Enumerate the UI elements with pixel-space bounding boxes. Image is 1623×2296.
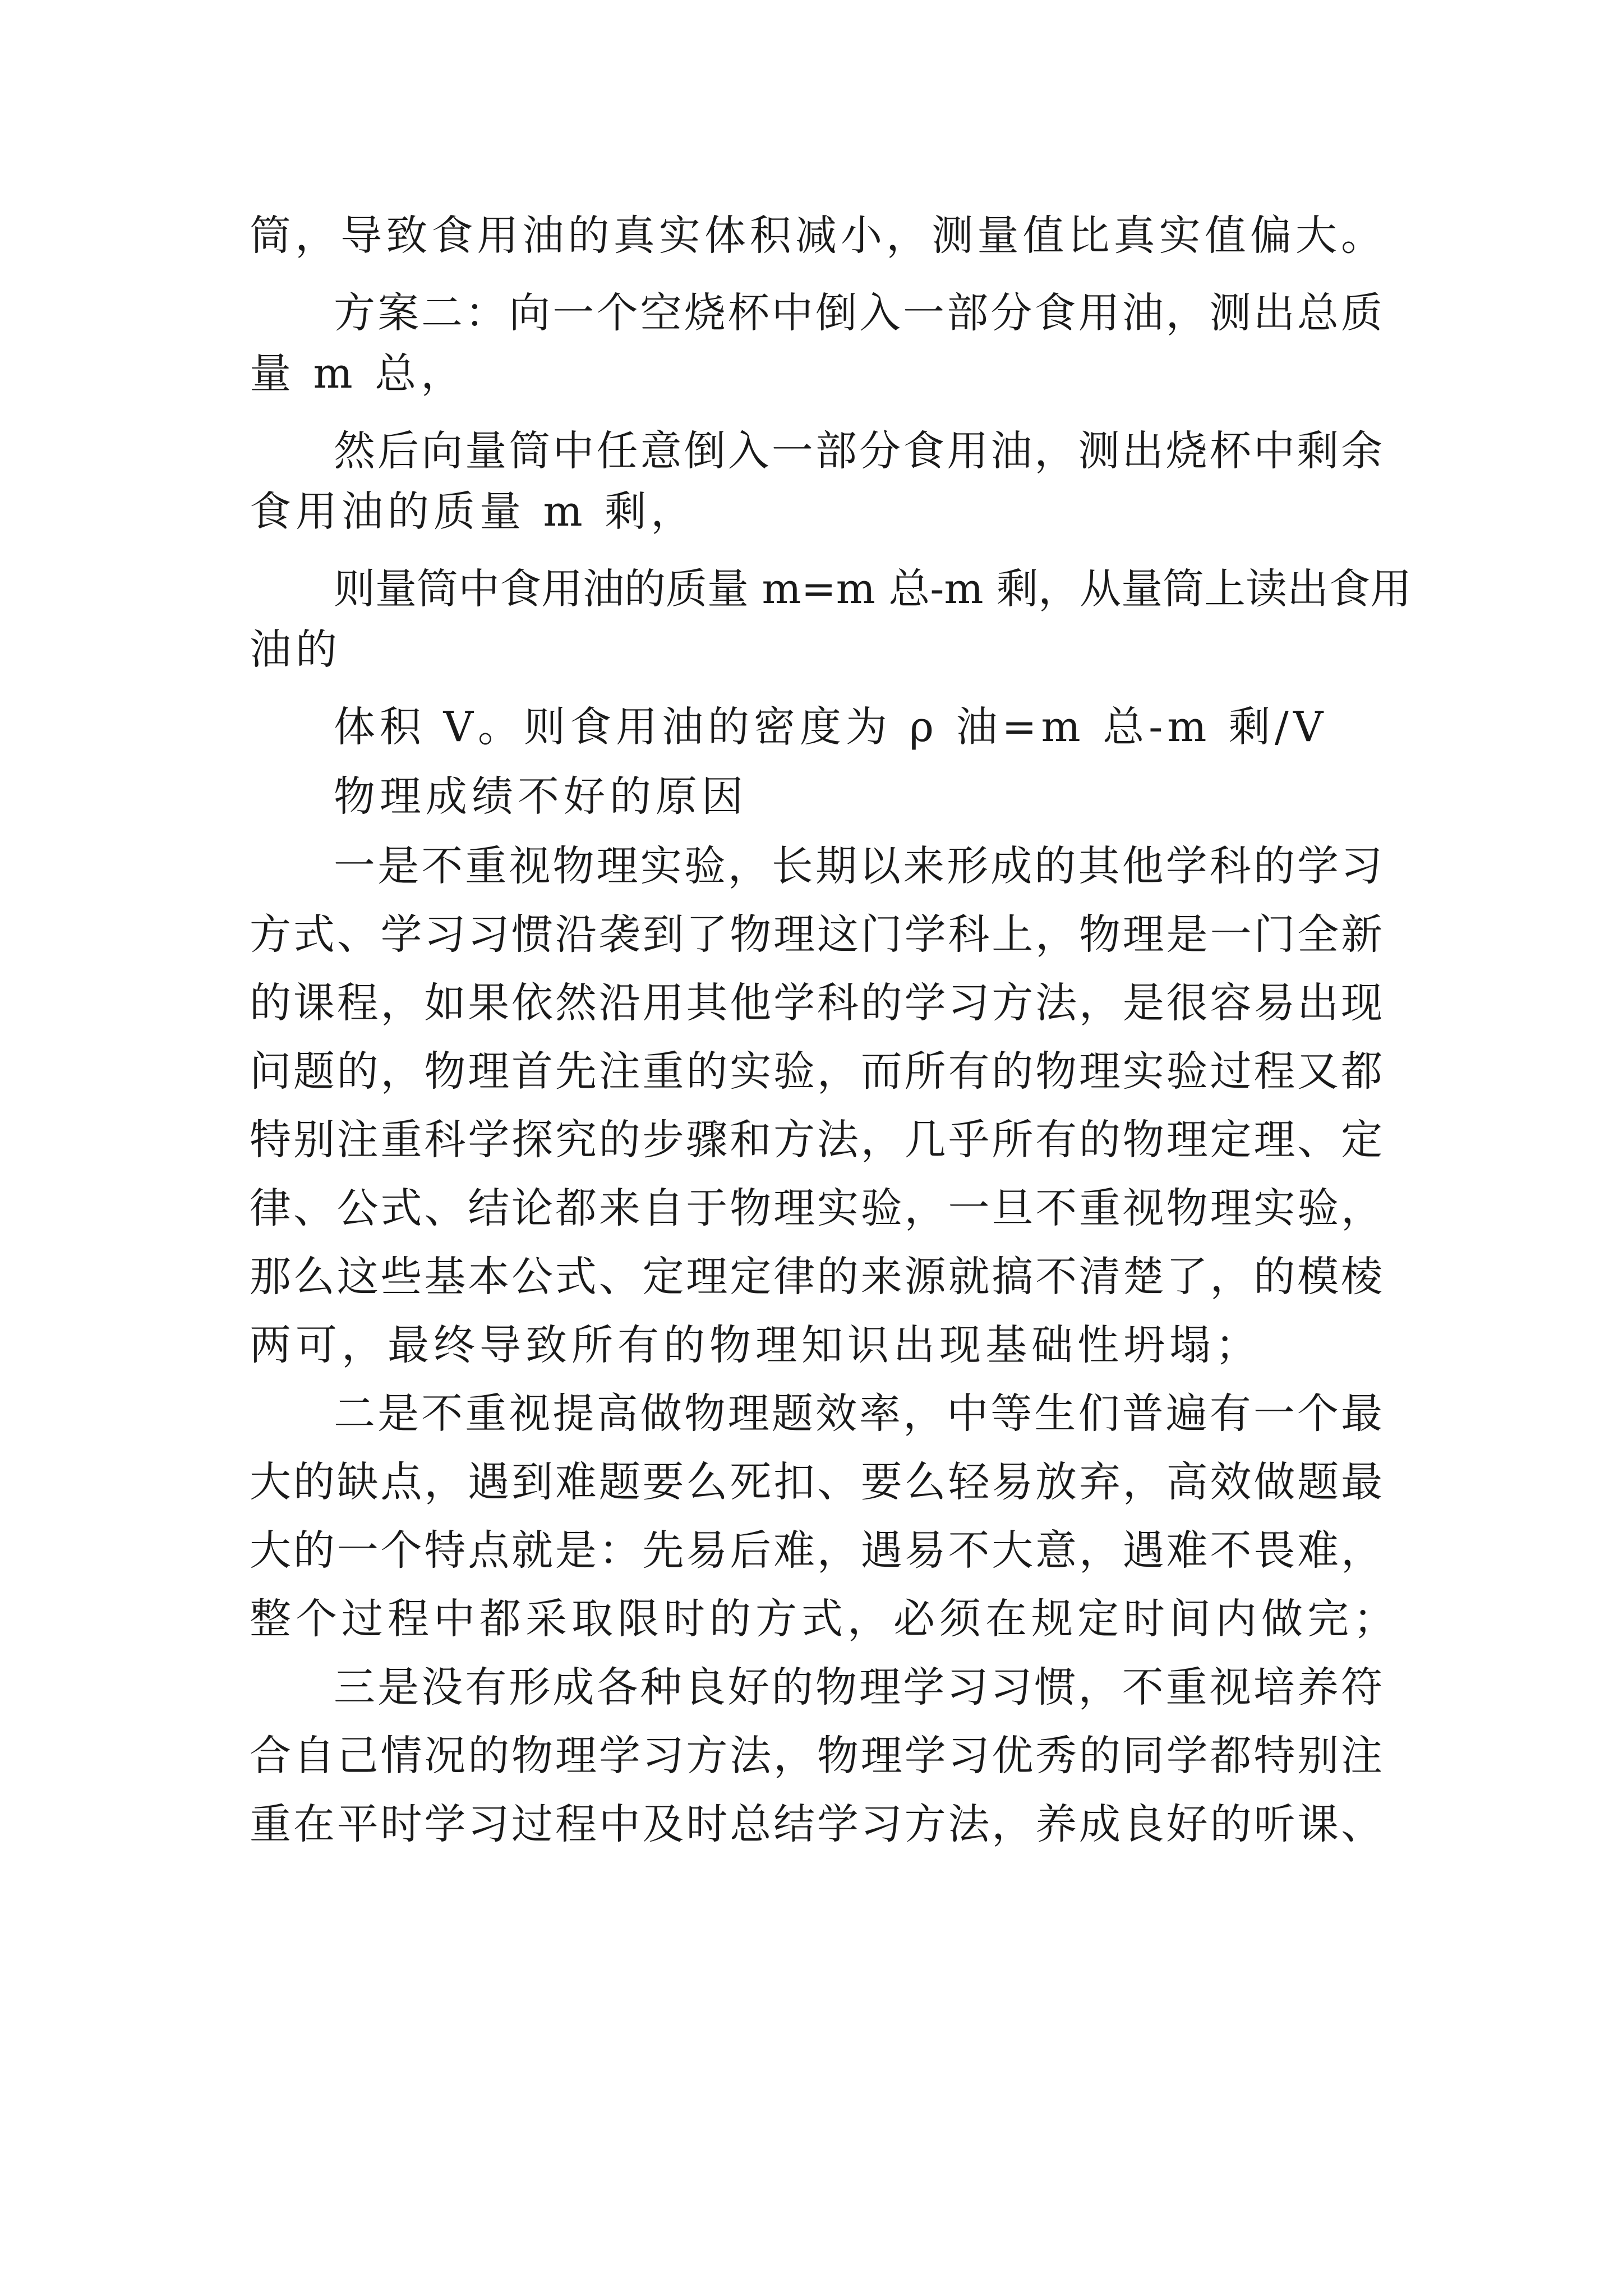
text-line: 油的	[250, 625, 342, 674]
text-line: 方案二：向一个空烧杯中倒入一部分食用油，测出总质	[334, 289, 1382, 337]
text-line: 特别注重科学探究的步骤和方法，几乎所有的物理定理、定	[250, 1116, 1382, 1164]
text-line: 则量筒中食用油的质量 m=m 总-m 剩，从量筒上读出食用	[334, 565, 1412, 613]
text-line: 那么这些基本公式、定理定律的来源就搞不清楚了，的模棱	[250, 1253, 1382, 1301]
text-line: 量 m 总，	[250, 349, 467, 398]
text-line: 二是不重视提高做物理题效率，中等生们普遍有一个最	[334, 1389, 1382, 1438]
text-line: 方式、学习习惯沿袭到了物理这门学科上，物理是一门全新	[250, 910, 1382, 959]
text-line: 筒，导致食用油的真实体积减小，测量值比真实值偏大。	[250, 211, 1382, 260]
text-line: 律、公式、结论都来自于物理实验，一旦不重视物理实验，	[250, 1184, 1382, 1232]
text-line: 三是没有形成各种良好的物理学习习惯，不重视培养符	[334, 1663, 1382, 1711]
text-line: 两可，最终导致所有的物理知识出现基础性坍塌；	[250, 1321, 1261, 1369]
text-line: 食用油的质量 m 剩，	[250, 487, 697, 536]
text-line: 的课程，如果依然沿用其他学科的学习方法，是很容易出现	[250, 979, 1382, 1027]
section-heading: 物理成绩不好的原因	[334, 772, 748, 821]
text-line: 整个过程中都采取限时的方式，必须在规定时间内做完；	[250, 1595, 1399, 1643]
text-line: 然后向量筒中任意倒入一部分食用油，测出烧杯中剩余	[334, 427, 1382, 475]
text-line: 问题的，物理首先注重的实验，而所有的物理实验过程又都	[250, 1047, 1382, 1096]
text-line: 重在平时学习过程中及时总结学习方法，养成良好的听课、	[250, 1800, 1382, 1848]
text-line: 大的一个特点就是：先易后难，遇易不大意，遇难不畏难，	[250, 1526, 1382, 1575]
text-line: 合自己情况的物理学习方法，物理学习优秀的同学都特别注	[250, 1732, 1382, 1780]
text-line: 体积 V。则食用油的密度为 ρ 油=m 总-m 剩/V	[334, 703, 1328, 751]
text-line: 一是不重视物理实验，长期以来形成的其他学科的学习	[334, 842, 1382, 890]
text-line: 大的缺点，遇到难题要么死扣、要么轻易放弃，高效做题最	[250, 1458, 1382, 1506]
